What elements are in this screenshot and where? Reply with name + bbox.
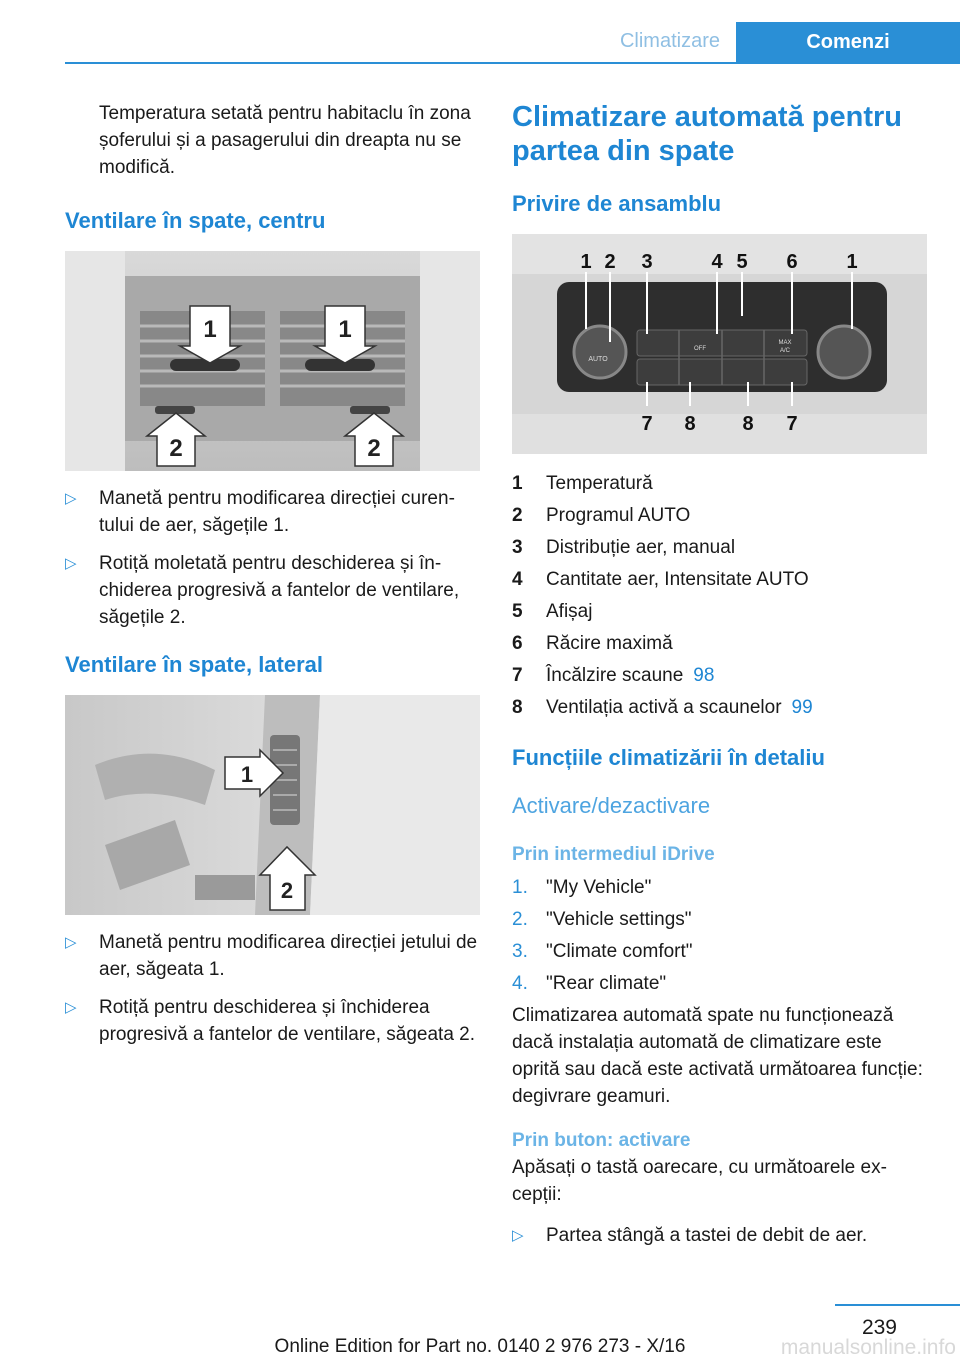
panel-label-6: 6 (786, 251, 798, 273)
list-item: 4. "Rear climate" (512, 973, 667, 994)
panel-label-1-left: 1 (580, 251, 592, 273)
functions-heading: Funcțiile climatizării în detaliu (512, 745, 825, 770)
list-item: 3. "Climate comfort" (512, 941, 693, 962)
callout-2-left: 2 (169, 435, 183, 462)
callout-2-right: 2 (367, 435, 381, 462)
list-item: ▷ Partea stângă a tastei de debit de aer. (512, 1222, 927, 1249)
page-ref-link[interactable]: 98 (693, 665, 715, 686)
left-column (65, 100, 480, 1059)
page-number: 239 (861, 1316, 897, 1339)
lateral-vent-heading: Ventilare în spate, lateral (65, 652, 324, 677)
button-body-paragraph: Apăsați o tastă oarecare, cu următoarele excepții: (512, 1157, 887, 1205)
center-vent-photo (65, 251, 480, 471)
panel-label-4: 4 (711, 251, 723, 273)
auto-label: AUTO (588, 356, 608, 363)
body-paragraph: Climatizarea automată spate nu funcționează dacă instalația automată de climatizare este oprită sau dacă este activată următoarea funcție: degivrare geamuri. (512, 1005, 923, 1107)
page-header (65, 22, 960, 64)
panel-label-7-left: 7 (641, 413, 653, 435)
rear-climate-title: Climatizare automată pentru partea din spate (512, 101, 902, 167)
chapter-tab[interactable]: Comenzi (736, 22, 960, 62)
rear-climate-panel-photo (512, 234, 927, 454)
triangle-bullet-icon: ▷ (65, 999, 77, 1016)
list-item: ▷ Manetă pentru modificarea direcției jetului de aer, săgeata 1. (65, 929, 480, 983)
legend-item: 3 Distribuție aer, manual (512, 537, 736, 558)
panel-label-5: 5 (736, 251, 748, 273)
intro-paragraph: Temperatura setată pentru habitaclu în zona șoferului și a pasagerului din dreapta nu se modifică. (99, 103, 471, 178)
panel-label-3: 3 (641, 251, 653, 273)
center-vent-list (65, 485, 480, 631)
overview-heading: Privire de ansamblu (512, 191, 722, 216)
ac-label: A/C (779, 348, 791, 354)
idrive-steps (512, 872, 927, 1000)
panel-label-8-right: 8 (742, 413, 754, 435)
button-activation-heading: Prin buton: activare (512, 1130, 691, 1151)
button-exceptions-list (512, 1222, 927, 1249)
watermark: manualsonline.info (780, 1336, 956, 1359)
max-label: MAX (778, 340, 792, 346)
panel-label-1-right: 1 (846, 251, 858, 273)
list-item: 1. "My Vehicle" (512, 877, 652, 898)
legend-item: 4 Cantitate aer, Intensitate AUTO (512, 569, 809, 590)
list-item: 2. "Vehicle settings" (512, 909, 692, 930)
footer-edition: Online Edition for Part no. 0140 2 976 273 - X/16 (274, 1336, 686, 1357)
panel-label-2: 2 (604, 251, 616, 273)
list-item: ▷ Manetă pentru modificarea direcției curentului de aer, săgețile 1. (65, 485, 480, 539)
legend-item: 1 Temperatură (512, 473, 653, 494)
triangle-bullet-icon: ▷ (65, 934, 77, 951)
legend-item: 7 Încălzire scaune 98 (512, 660, 927, 692)
panel-label-7-right: 7 (786, 413, 798, 435)
lateral-vent-photo (65, 695, 480, 915)
triangle-bullet-icon: ▷ (512, 1227, 524, 1244)
center-vent-heading: Ventilare în spate, centru (65, 208, 326, 233)
legend-item: 5 Afișaj (512, 601, 593, 622)
page-ref-link[interactable]: 99 (791, 697, 813, 718)
list-item: ▷ Rotiță pentru deschiderea și închiderea progresivă a fantelor de ventilare, săgeata 2. (65, 994, 480, 1048)
panel-label-8-left: 8 (684, 413, 696, 435)
idrive-heading: Prin intermediul iDrive (512, 844, 715, 865)
activation-heading: Activare/dezactivare (512, 793, 711, 818)
lateral-vent-list (65, 929, 480, 1048)
list-item: ▷ Rotiță moletată pentru deschiderea și închiderea progresivă a fantelor de ventilare, săgețile 2. (65, 550, 480, 631)
legend-item: 8 Ventilația activă a scaunelor 99 (512, 692, 927, 724)
panel-legend (512, 468, 927, 724)
right-column (512, 100, 927, 1260)
section-tab[interactable]: Climatizare (619, 30, 720, 52)
callout-2-lateral: 2 (280, 878, 294, 903)
legend-item: 2 Programul AUTO (512, 505, 691, 526)
triangle-bullet-icon: ▷ (65, 555, 77, 572)
callout-1-lateral: 1 (240, 762, 254, 787)
legend-item: 6 Răcire maximă (512, 633, 673, 654)
callout-1-left: 1 (203, 316, 217, 343)
triangle-bullet-icon: ▷ (65, 490, 77, 507)
footer-rule (835, 1304, 960, 1306)
off-label: OFF (694, 346, 706, 352)
callout-1-right: 1 (338, 316, 352, 343)
